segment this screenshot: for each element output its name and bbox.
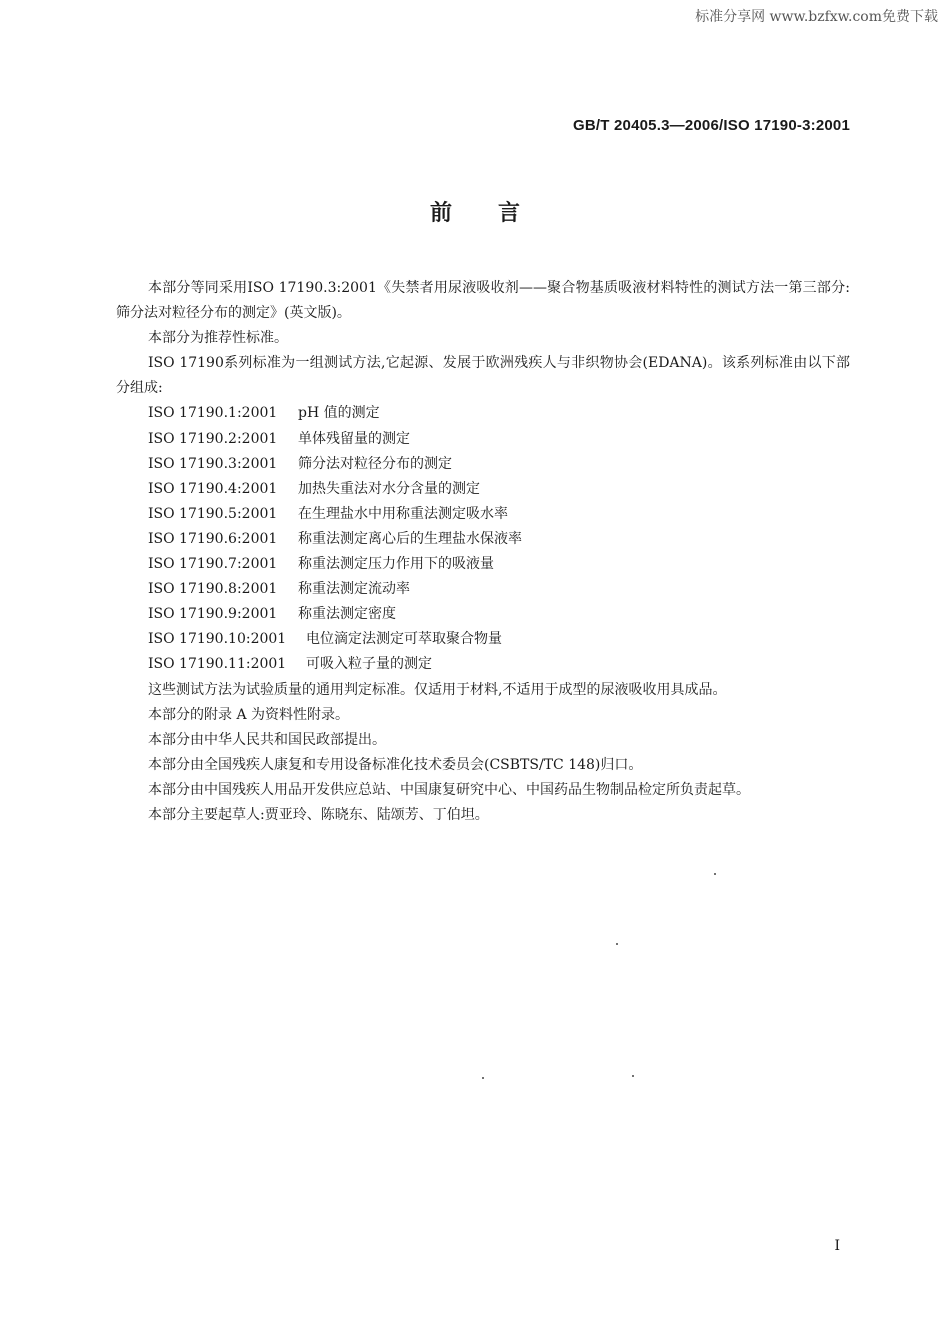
scan-speck [632,1075,634,1077]
scan-speck [482,1077,484,1079]
list-item-desc: 可吸入粒子量的测定 [306,656,432,673]
scan-speck [714,873,716,875]
paragraph-drafting-org: 本部分由中国残疾人用品开发供应总站、中国康复研究中心、中国药品生物制品检定所负责起草。 [148,781,750,798]
standards-list [116,401,850,677]
page-title: 前言 [429,201,566,226]
watermark-text: 标准分享网 www.bzfxw.com免费下载 [695,9,938,25]
list-item [116,427,850,452]
list-item [116,401,850,426]
paragraph-series: ISO 17190系列标准为一组测试方法,它起源、发展于欧洲残疾人与非织物协会(EDANA)。该系列标准由以下部分组成: [116,355,850,397]
list-item-desc: 称重法测定密度 [298,606,396,623]
list-item-desc: 称重法测定压力作用下的吸液量 [298,556,494,573]
list-item [116,452,850,477]
list-item-code: ISO 17190.9:2001 [148,606,278,623]
list-item [116,552,850,577]
paragraph-recommended: 本部分为推荐性标准。 [148,330,288,347]
list-item-desc: 电位滴定法测定可萃取聚合物量 [306,631,502,648]
list-item-code: ISO 17190.1:2001 [148,405,278,422]
list-item-desc: 称重法测定流动率 [298,581,410,598]
list-item [116,627,850,652]
list-item [116,477,850,502]
list-item [116,577,850,602]
paragraph-committee: 本部分由全国残疾人康复和专用设备标准化技术委员会(CSBTS/TC 148)归口。 [148,756,643,773]
list-item [116,502,850,527]
list-item [116,527,850,552]
body-text [116,276,850,828]
list-item-code: ISO 17190.7:2001 [148,556,278,573]
list-item [116,652,850,677]
list-item-code: ISO 17190.10:2001 [148,631,287,648]
list-item-code: ISO 17190.5:2001 [148,505,278,522]
list-item-code: ISO 17190.2:2001 [148,430,278,447]
list-item-desc: pH 值的测定 [298,405,380,422]
page-number: I [834,1238,840,1254]
list-item-code: ISO 17190.8:2001 [148,581,278,598]
standard-code: GB/T 20405.3—2006/ISO 17190-3:2001 [573,117,850,134]
paragraph-scope: 这些测试方法为试验质量的通用判定标准。仅适用于材料,不适用于成型的尿液吸收用具成品。 [148,681,727,698]
list-item-code: ISO 17190.3:2001 [148,455,278,472]
paragraph-proposer: 本部分由中华人民共和国民政部提出。 [148,731,386,748]
list-item [116,602,850,627]
paragraph-adoption: 本部分等同采用ISO 17190.3:2001《失禁者用尿液吸收剂——聚合物基质吸液材料特性的测试方法一第三部分:筛分法对粒径分布的测定》(英文版)。 [116,280,850,322]
list-item-code: ISO 17190.11:2001 [148,656,287,673]
list-item-desc: 称重法测定离心后的生理盐水保液率 [298,530,522,547]
list-item-desc: 筛分法对粒径分布的测定 [298,455,452,472]
list-item-desc: 单体残留量的测定 [298,430,410,447]
paragraph-drafters: 本部分主要起草人:贾亚玲、陈晓东、陆颂芳、丁伯坦。 [148,806,489,823]
list-item-code: ISO 17190.4:2001 [148,480,278,497]
list-item-desc: 在生理盐水中用称重法测定吸水率 [298,505,508,522]
list-item-desc: 加热失重法对水分含量的测定 [298,480,480,497]
paragraph-annex: 本部分的附录 A 为资料性附录。 [148,706,350,723]
list-item-code: ISO 17190.6:2001 [148,530,278,547]
scan-speck [616,943,618,945]
